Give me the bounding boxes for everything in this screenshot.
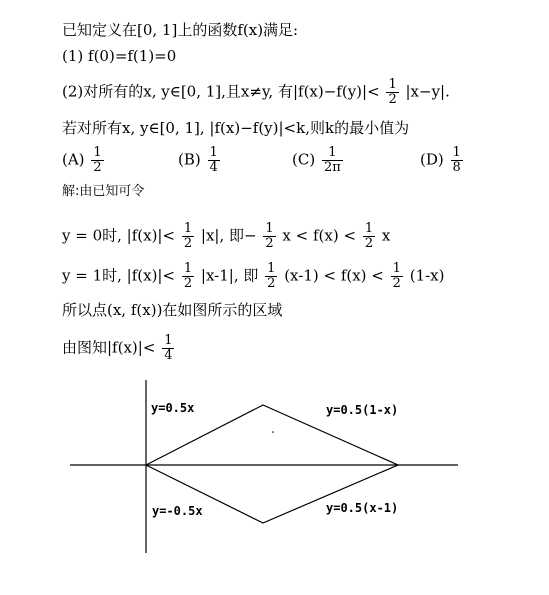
fraction-numerator: 1 [452, 145, 461, 160]
fraction-denominator: 2 [183, 276, 193, 291]
fraction-numerator: 1 [183, 261, 193, 276]
solution-intro: 解:由已知可令 [62, 184, 145, 199]
label-lower-right: y=0.5(x-1) [326, 501, 399, 515]
condition-2-tail: |x−y|. [405, 82, 450, 101]
problem-statement: 已知定义在[0, 1]上的函数f(x)满足: [62, 21, 299, 39]
fraction-numerator: 1 [388, 77, 397, 92]
label-upper-right: y=0.5(1-x) [326, 403, 399, 417]
fraction-numerator: 1 [267, 261, 276, 276]
fraction-denominator: 2 [392, 276, 401, 291]
option-label: (D) [420, 150, 444, 169]
fraction-denominator: 2 [265, 236, 274, 251]
case-text: x [381, 226, 391, 245]
label-upper-left: y=0.5x [151, 401, 195, 415]
fraction-numerator: 1 [183, 221, 193, 236]
center-dot [272, 431, 274, 433]
case-text: y = 1时, |f(x)|< [62, 266, 176, 285]
fraction-denominator: 4 [164, 348, 173, 363]
label-lower-left: y=-0.5x [152, 504, 203, 518]
option-label: (B) [178, 150, 201, 169]
condition-2-text: (2)对所有的x, y∈[0, 1],且x≠y, 有|f(x)−f(y)|< [62, 82, 380, 101]
fraction-denominator: 2 [388, 92, 397, 107]
fraction-denominator: 2 [93, 160, 102, 175]
option-label: (A) [62, 150, 85, 169]
option-label: (C) [292, 150, 316, 169]
fraction-denominator: 8 [452, 160, 461, 175]
fraction-numerator: 1 [364, 221, 374, 236]
case-text: |x-1|, 即 [200, 266, 259, 285]
fraction-denominator: 2 [267, 276, 276, 291]
case-text: x < f(x) < [282, 226, 357, 245]
conclusion-text: 由图知|f(x)|< [62, 338, 156, 357]
fraction-numerator: 1 [265, 221, 274, 236]
case-text: |x|, 即− [200, 226, 257, 245]
fraction-numerator: 1 [164, 333, 173, 348]
fraction-numerator: 1 [322, 146, 343, 161]
question-text: 若对所有x, y∈[0, 1], |f(x)−f(y)|<k,则k的最小值为 [62, 119, 410, 137]
fraction-numerator: 1 [392, 261, 401, 276]
case-text: (x-1) < f(x) < [284, 266, 384, 285]
region-statement: 所以点(x, f(x))在如图所示的区域 [62, 301, 283, 319]
fraction-denominator: 2 [183, 236, 193, 251]
fraction-denominator: 2π [323, 160, 341, 175]
case-text: y = 0时, |f(x)|< [62, 226, 176, 245]
fraction-denominator: 2 [364, 236, 374, 251]
fraction-denominator: 4 [209, 160, 218, 175]
fraction-numerator: 1 [93, 145, 102, 160]
fraction-numerator: 1 [209, 145, 218, 160]
case-text: (1-x) [409, 266, 445, 285]
condition-1: (1) f(0)=f(1)=0 [62, 47, 177, 65]
